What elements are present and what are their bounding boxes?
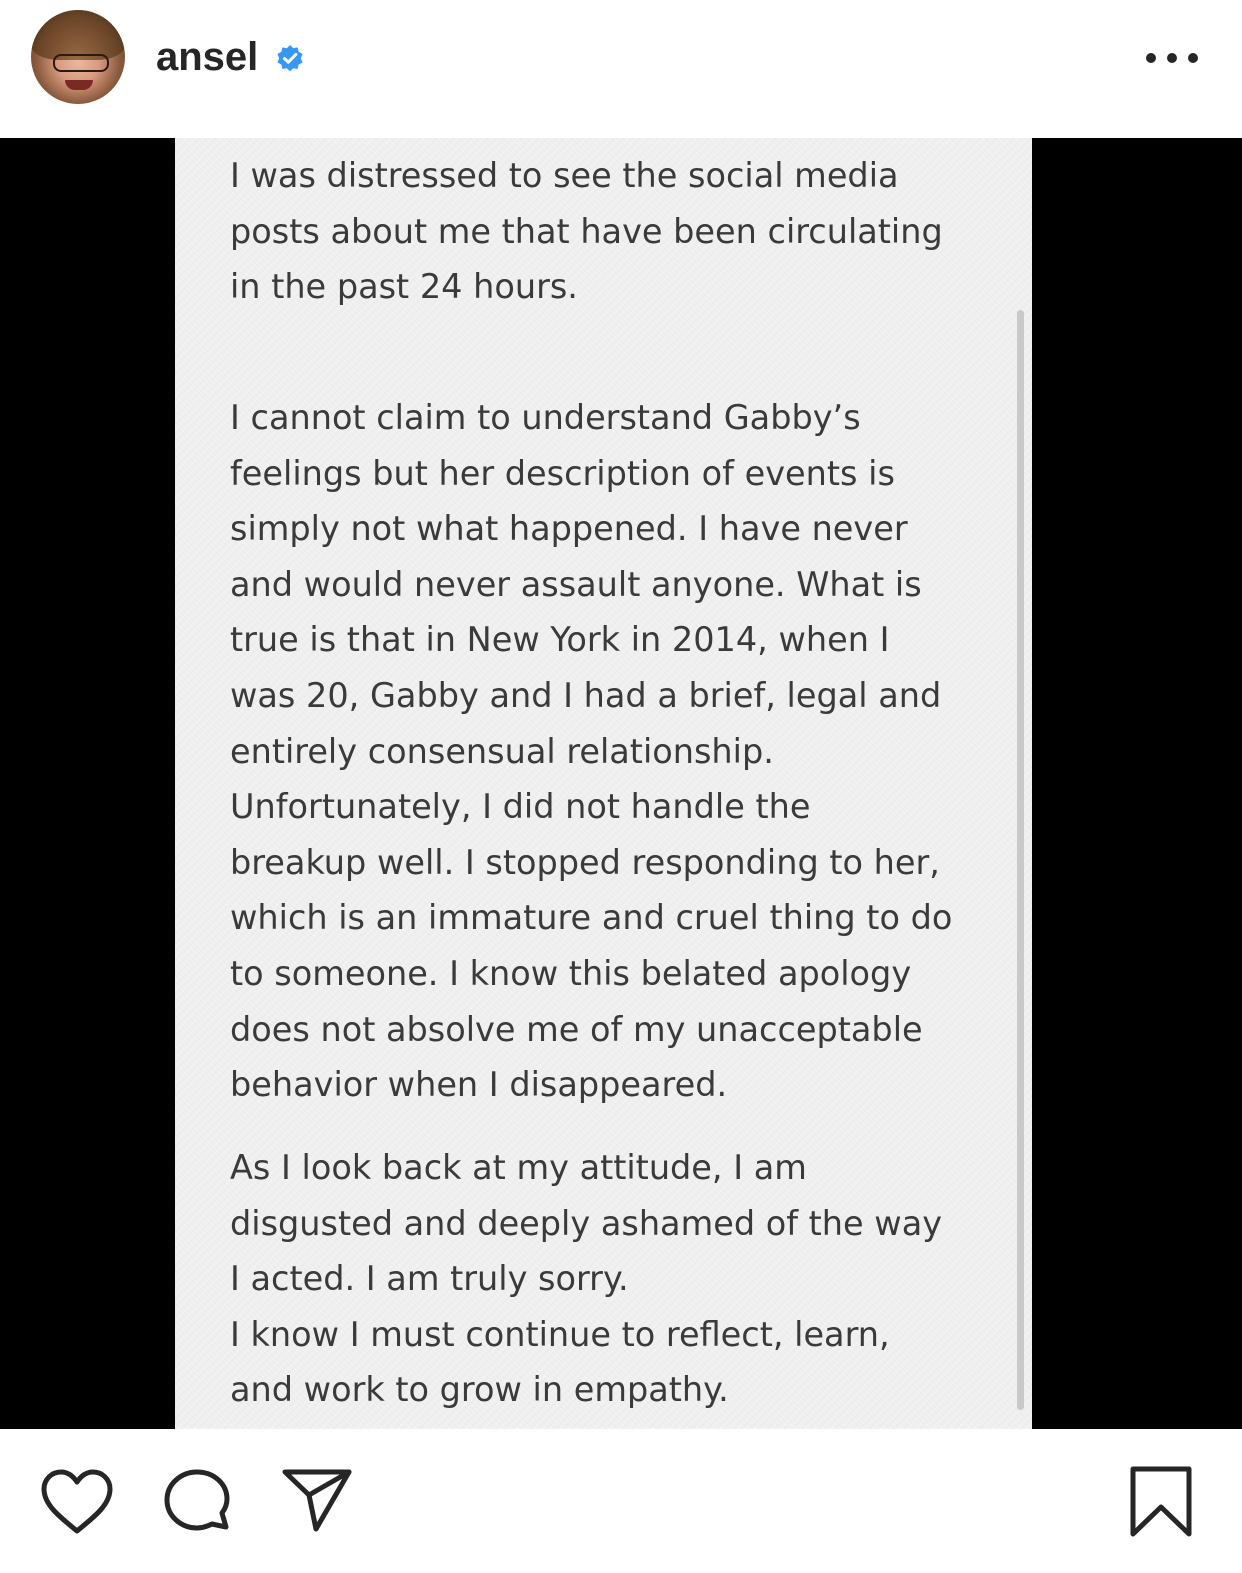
action-bar [0,1429,1242,1573]
statement-paragraph-3: As I look back at my attitude, I am disgusted and deeply ashamed of the way I acted. I am truly sorry. I know I must continue to reflect, learn, and work to grow in empathy. [230,1148,943,1410]
more-dot [1146,53,1156,63]
verified-badge-icon [275,44,305,74]
more-dot [1167,53,1177,63]
avatar-hair [31,10,125,60]
statement-paragraph-1: I was distressed to see the social media posts about me that have been circulating in the past 24 hours. [230,156,943,307]
post-header [0,0,1242,138]
comment-icon[interactable] [162,1467,234,1539]
more-dot [1188,53,1198,63]
more-options-icon[interactable] [1146,46,1198,70]
post-media[interactable] [0,138,1242,1429]
heart-icon[interactable] [40,1469,114,1535]
avatar[interactable] [31,10,125,104]
note-scrollbar [1017,310,1024,1410]
username[interactable]: ansel [156,35,259,79]
paper-plane-icon[interactable] [280,1467,354,1533]
bookmark-icon[interactable] [1128,1465,1194,1539]
avatar-glasses [53,54,109,72]
avatar-mouth [65,80,93,90]
statement-paragraph-2: I cannot claim to understand Gabby’s feelings but her description of events is simply not what happened. I have never and would never assault anyone. What is true is that in New York in 2014, when I was 20, Gabby and I had a brief, legal and entirely consensual relationship. Unfortunately, I did not handle the breakup well. I stopped responding to her, which is an immature and cruel thing to do to someone. I know this belated apology does not absolve me of my unacceptable behavior when I disappeared. [230,398,953,1105]
